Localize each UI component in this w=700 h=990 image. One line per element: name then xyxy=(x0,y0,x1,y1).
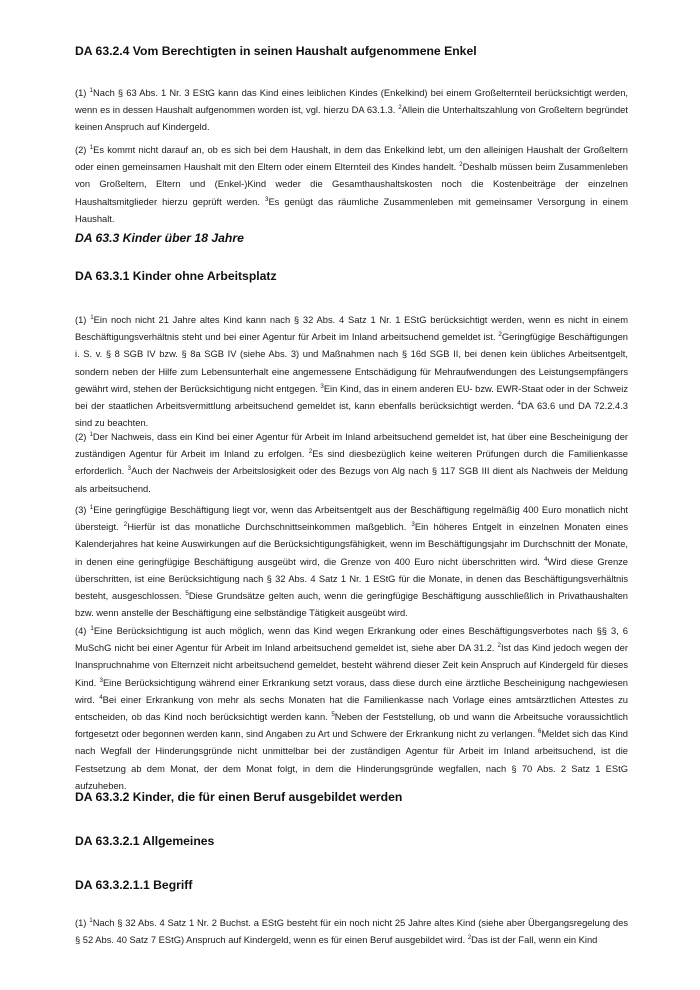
paragraph-text: Diese Grundsätze gelten auch, wenn die geringfügige Beschäftigung ausschließlich in Privathaushalten bzw. wenn anstelle der Beschäftigung eine selbständige Tätigkeit ausgeübt wird. xyxy=(75,591,629,619)
paragraph-text: Ein Kind, das in einem anderen EU- bzw. EWR-Staat oder in der Schweiz bei der staatlichen Arbeitsvermittlung arbeitsuchend gemeldet ist, kann ebenfalls berücksichtigt werden. xyxy=(75,383,628,412)
sentence-number: 1 xyxy=(89,917,93,924)
paragraph-text: Eine Berücksichtigung ist auch möglich, wenn das Kind wegen Erkrankung oder eines Beschäftigungsverbotes nach §§ 3, 6 MuSchG nicht bei einer Agentur für Arbeit im Inland arbeitsuchend gemeldet ist, siehe aber DA 31.2. xyxy=(75,626,628,654)
paragraph-text: (1) xyxy=(75,315,91,325)
paragraph-text: (1) xyxy=(75,88,90,98)
paragraph xyxy=(75,623,628,795)
paragraph-text: Deshalb müssen beim Zusammenleben von Großeltern, Eltern und (Enkel-)Kind weder die Gesamthaushaltskosten noch die Kostenbeiträge der einzelnen Haushaltsmitglieder hierzu geprüft werden. xyxy=(75,162,628,207)
paragraph-text: Es genügt das räumliche Zusammenleben mit gemeinsamer Versorgung in einem Haushalt. xyxy=(75,196,628,224)
sentence-number: 1 xyxy=(89,87,93,94)
sentence-number: 2 xyxy=(308,448,313,456)
sentence-number: 2 xyxy=(467,934,472,942)
paragraph-text: (3) xyxy=(75,505,90,515)
paragraph-text: Wird diese Grenze überschritten, ist eine Berücksichtigung nach § 32 Abs. 4 Satz 1 Nr. 1 EStG für die Monate, in denen das Beschäftigungsverhältnis besteht, ausgeschlossen. xyxy=(75,556,629,602)
paragraph xyxy=(75,502,628,622)
paragraph-text: Auch der Nachweis der Arbeitslosigkeit oder des Bezugs von Alg nach § 117 SGB III dient als Nachweis der Meldung als arbeitsuchend. xyxy=(75,466,629,494)
sentence-number: 2 xyxy=(123,521,128,529)
paragraph-text: Eine Berücksichtigung während einer Erkrankung setzt voraus, dass diese durch eine ärztliche Bescheinigung nachgewiesen wird. xyxy=(75,677,628,705)
paragraph-text: Eine geringfügige Beschäftigung liegt vor, wenn das Arbeitsentgelt aus der Beschäftigung regelmäßig 400 Euro monatlich nicht übersteigt. xyxy=(75,505,629,533)
paragraph-text: Es sind diesbezüglich keine weiteren Prüfungen durch die Familienkasse erforderlich. xyxy=(75,449,628,477)
sentence-number: 5 xyxy=(185,590,189,598)
section-heading: DA 63.2.4 Vom Berechtigten in seinen Haushalt aufgenommene Enkel xyxy=(75,44,477,58)
paragraph-text: Hierfür ist das monatliche Durchschnittseinkommen maßgeblich. xyxy=(127,522,412,533)
paragraph-text: DA 63.6 und DA 72.2.4.3 sind zu beachten. xyxy=(75,401,628,429)
sentence-number: 1 xyxy=(89,144,94,151)
paragraph-text: Der Nachweis, dass ein Kind bei einer Agentur für Arbeit im Inland arbeitsuchend gemeldet ist, hat über eine Bescheinigung der zuständigen Agentur für Arbeit im Inland zu erfolgen. xyxy=(75,432,628,460)
sentence-number: 1 xyxy=(89,431,93,438)
paragraph-text: (2) xyxy=(75,145,90,155)
paragraph-text: Ist das Kind jedoch wegen der Inanspruchnahme von Elternzeit nicht arbeitsuchend gemeldet, besteht während dieser Zeit kein Anspruch auf Kindergeld für dieses Kind. xyxy=(75,643,628,688)
paragraph-text: Ein noch nicht 21 Jahre altes Kind kann nach § 32 Abs. 4 Satz 1 Nr. 1 EStG berücksichtigt werden, wenn es nicht in einem Beschäftigungsverhältnis steht und bei einer Agentur für Arbeit im Inland arbeitsuchend gemeldet ist. xyxy=(75,315,629,343)
paragraph-text: Es kommt nicht darauf an, ob es sich bei dem Haushalt, in dem das Enkelkind lebt, um den alleinigen Haushalt der Großeltern oder einen gemeinsamen Haushalt mit den Eltern oder einem Elternteil des Kindes handelt. xyxy=(75,145,628,173)
paragraph-text: Neben der Feststellung, ob und wann die Arbeitsuche voraussichtlich fortgesetzt oder begonnen werden kann, sind Angaben zu Art und Schwere der Erkrankung nicht zu verlangen. xyxy=(75,712,628,740)
paragraph xyxy=(75,312,628,432)
section-heading: DA 63.3.2 Kinder, die für einen Beruf ausgebildet werden xyxy=(75,790,403,804)
sentence-number: 6 xyxy=(537,728,542,736)
sentence-number: 5 xyxy=(331,711,335,719)
sentence-number: 4 xyxy=(544,555,548,563)
sentence-number: 2 xyxy=(398,104,402,112)
paragraph-text: (4) xyxy=(75,626,91,636)
section-heading: DA 63.3.2.1 Allgemeines xyxy=(75,834,215,848)
sentence-number: 3 xyxy=(411,521,415,529)
paragraph-text: Allein die Unterhaltszahlung von Großeltern begründet keinen Anspruch auf Kindergeld. xyxy=(75,105,628,133)
sentence-number: 2 xyxy=(497,642,501,650)
paragraph xyxy=(75,85,628,137)
section-heading: DA 63.3.2.1.1 Begriff xyxy=(75,878,193,892)
paragraph-text: Bei einer Erkrankung von mehr als sechs Monaten hat die Familienkasse nach Vorlage eines amtsärztlichen Attestes zu entscheiden, ob das Kind noch berücksichtigt werden kann. xyxy=(75,694,629,723)
sentence-number: 3 xyxy=(99,676,103,684)
paragraph-text: Ein höheres Entgelt in einzelnen Monaten eines Kalenderjahres hat keine Auswirkungen auf die Berücksichtigungsfähigkeit, wenn im Beschäftigungsjahr im Durchschnitt der Monate, in denen eine geringfügige Beschäftigung ausgeübt wird, die Grenze von 400 Euro nicht überschritten wird. xyxy=(75,522,628,567)
sentence-number: 2 xyxy=(498,331,502,339)
paragraph-text: Nach § 32 Abs. 4 Satz 1 Nr. 2 Buchst. a EStG besteht für ein noch nicht 25 Jahre altes Kind (siehe aber Übergangsregelung des § 52 Abs. 40 Satz 7 EStG) Anspruch auf Kindergeld, wenn es für einen Beruf ausgebildet wird. xyxy=(75,918,628,946)
sentence-number: 2 xyxy=(459,161,463,169)
sentence-number: 3 xyxy=(127,465,132,473)
section-heading: DA 63.3.1 Kinder ohne Arbeitsplatz xyxy=(75,269,277,283)
sentence-number: 1 xyxy=(89,504,94,511)
paragraph-text: (1) xyxy=(75,918,90,928)
sentence-number: 3 xyxy=(320,382,324,390)
paragraph xyxy=(75,142,628,228)
sentence-number: 3 xyxy=(264,195,269,203)
sentence-number: 4 xyxy=(99,693,103,701)
paragraph xyxy=(75,915,628,949)
paragraph xyxy=(75,429,628,498)
paragraph-text: Geringfügige Beschäftigungen i. S. v. § 8 SGB IV bzw. § 8a SGB IV (siehe Abs. 3) und Maßnahmen nach § 16d SGB II, bei denen kein übliches Arbeitsentgelt, sondern neben der Hilfe zum Lebensunterhalt eine angemessene Entschädigung für Mehraufwendungen des Leistungsempfängers gewährt wird, stehen der Berücksichtigung nicht entgegen. xyxy=(75,332,628,394)
section-heading: DA 63.3 Kinder über 18 Jahre xyxy=(75,231,244,245)
sentence-number: 1 xyxy=(90,314,94,321)
paragraph-text: Nach § 63 Abs. 1 Nr. 3 EStG kann das Kind eines leiblichen Kindes (Enkelkind) bei einem Großelternteil berücksichtigt werden, wenn es in dessen Haushalt aufgenommen worden ist, vgl. hierzu DA 63.1.3. xyxy=(75,88,628,116)
paragraph-text: Meldet sich das Kind nach Wegfall der Hinderungsgründe nicht unmittelbar bei der zuständigen Agentur für Arbeit im Inland arbeitsuchend, ist die Festsetzung ab dem Monat, der dem Monat folgt, in dem die Hinderungsgründe wegfallen, nach § 70 Abs. 2 Satz 1 EStG aufzuheben. xyxy=(75,729,628,791)
paragraph-text: Das ist der Fall, wenn ein Kind xyxy=(471,935,598,946)
sentence-number: 1 xyxy=(90,625,94,632)
paragraph-text: (2) xyxy=(75,432,90,442)
sentence-number: 4 xyxy=(517,400,521,408)
